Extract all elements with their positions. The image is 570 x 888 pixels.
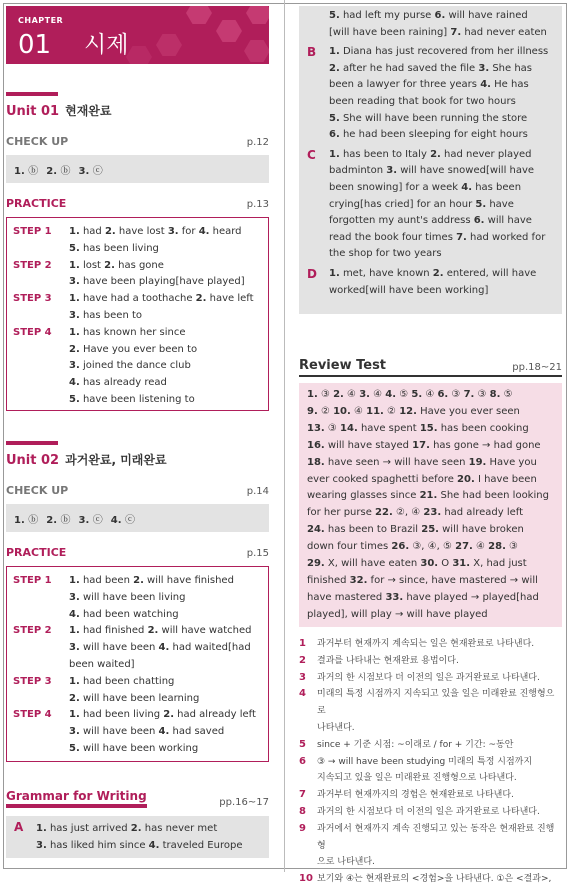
answer-line: been snowing] for a week 4. has been bbox=[329, 181, 522, 193]
practice-header: PRACTICE p.15 bbox=[6, 546, 269, 559]
unit-02-section bbox=[6, 441, 269, 762]
answer-line: 5. have been listening to bbox=[69, 393, 195, 405]
practice-step bbox=[13, 258, 262, 292]
step-label: STEP 2 bbox=[13, 625, 52, 637]
answer-line: 3. joined the dance club bbox=[69, 360, 191, 372]
explanation-item: 4 미래의 특정 시점까지 지속되고 있을 일은 미래완료 진행형으로 나타낸다. bbox=[299, 688, 555, 733]
check-answer: 3. ⓒ bbox=[78, 165, 103, 177]
unit-bar bbox=[6, 441, 58, 445]
answer-group bbox=[307, 266, 554, 299]
practice-step bbox=[13, 573, 262, 623]
answer-line: 1. lost 2. has gone bbox=[69, 259, 164, 271]
chapter-number: 01 bbox=[18, 30, 52, 60]
answer-line: 1. have had a toothache 2. have left bbox=[69, 293, 254, 305]
answer-line: 1. had been 2. will have finished bbox=[69, 575, 234, 586]
answer-line: 13. ③ 14. have spent 15. has been cooking bbox=[307, 422, 529, 434]
explanations-list bbox=[299, 636, 562, 888]
answer-line: for her purse 22. ②, ④ 23. had already left bbox=[307, 507, 524, 519]
check-answer: 2. ⓑ bbox=[46, 165, 71, 177]
answer-line: 3. will have been living bbox=[69, 591, 186, 603]
answer-line: 6. he had been sleeping for eight hours bbox=[329, 129, 528, 141]
answer-line: 3. have been playing[have played] bbox=[69, 276, 245, 288]
answer-line: 9. ② 10. ④ 11. ② 12. Have you ever seen bbox=[307, 405, 520, 417]
unit-01-section bbox=[6, 92, 269, 411]
step-label: STEP 3 bbox=[13, 675, 52, 687]
answer-line: [will have been raining] 7. had never eaten bbox=[329, 26, 547, 38]
answer-line: been a lawyer for three years 4. He has bbox=[329, 79, 529, 91]
answer-line: forgotten my aunt's address 6. will have bbox=[329, 215, 532, 227]
answer-line: 24. has been to Brazil 25. will have broken bbox=[307, 524, 524, 536]
answer-line: 4. has already read bbox=[69, 377, 167, 389]
chapter-banner bbox=[6, 6, 269, 64]
answer-line: down four times 26. ③, ④, ⑤ 27. ④ 28. ③ bbox=[307, 541, 519, 553]
column-divider bbox=[284, 0, 285, 872]
chapter-label: CHAPTER bbox=[18, 16, 64, 25]
unit-title: Unit 02 과거완료, 미래완료 bbox=[6, 453, 167, 468]
answer-line: 1. met, have known 2. entered, will have bbox=[329, 267, 537, 279]
answer-line: 2. will have been learning bbox=[69, 692, 200, 704]
check-up-header: CHECK UP p.12 bbox=[6, 135, 269, 148]
review-test-answers bbox=[299, 383, 562, 627]
answer-line: 3. will have been 4. had waited[had bbox=[69, 642, 251, 654]
answer-group bbox=[307, 44, 554, 144]
answer-line: 1. ③ 2. ④ 3. ④ 4. ⑤ 5. ④ 6. ③ 7. ③ 8. ⑤ bbox=[307, 389, 513, 400]
answer-line: 2. Have you ever been to bbox=[69, 343, 198, 355]
unit-bar bbox=[6, 92, 58, 96]
answer-line: 4. had been watching bbox=[69, 608, 179, 620]
answer-line: 5. has been living bbox=[69, 242, 159, 254]
answer-line: wearing glasses since 21. She had been looking bbox=[307, 490, 549, 502]
check-up-header: CHECK UP p.14 bbox=[6, 484, 269, 497]
check-answer: 3. ⓒ bbox=[78, 514, 103, 526]
check-up-answers bbox=[6, 504, 269, 532]
answer-letter: C bbox=[307, 147, 316, 162]
answer-line: finished 32. for → since, have mastered → will bbox=[307, 574, 538, 586]
check-up-answers bbox=[6, 155, 269, 183]
explanation-item: 6 ③ → will have been studying 미래의 특정 시점까지 지속되고 있을 일은 미래완료 진행형으로 나타낸다. bbox=[299, 755, 533, 784]
gfw-header: Grammar for Writing pp.16~17 bbox=[6, 789, 269, 808]
practice-step bbox=[13, 291, 262, 325]
answer-line: been waited] bbox=[69, 658, 135, 670]
answer-group bbox=[307, 8, 554, 41]
explanation-item: 7 과거부터 현재까지의 경험은 현재완료로 나타낸다. bbox=[299, 789, 514, 801]
answer-line: 1. had finished 2. will have watched bbox=[69, 625, 252, 637]
explanation-item: 9 과거에서 현재까지 계속 진행되고 있는 동작은 현재완료 진행형 으로 나타낸다. bbox=[299, 822, 555, 868]
answer-line: 18. have seen → will have seen 19. Have you bbox=[307, 456, 537, 468]
answer-line: 5. She will have been running the store bbox=[329, 112, 528, 124]
answer-letter bbox=[307, 8, 329, 41]
answer-line: 3. will have been 4. had saved bbox=[69, 726, 225, 738]
answer-line: ever cooked spaghetti before 20. I have been bbox=[307, 473, 537, 485]
check-answer: 1. ⓑ bbox=[14, 165, 39, 177]
answer-line: have mastered 33. have played → played[had bbox=[307, 591, 539, 603]
answer-line: 16. will have stayed 17. has gone → had gone bbox=[307, 439, 541, 451]
practice-step bbox=[13, 224, 262, 258]
answer-line: 5. had left my purse 6. will have rained bbox=[329, 10, 528, 21]
answer-line: 1. has been to Italy 2. had never played bbox=[329, 148, 532, 160]
step-label: STEP 4 bbox=[13, 709, 52, 721]
step-label: STEP 1 bbox=[13, 226, 52, 237]
answer-line: 1. Diana has just recovered from her illness bbox=[329, 46, 549, 58]
step-label: STEP 1 bbox=[13, 575, 52, 586]
answer-line: 3. has been to bbox=[69, 309, 143, 321]
explanation-item: 2 결과를 나타내는 현재완료 용법이다. bbox=[299, 654, 459, 666]
explanation-item: 10 보기와 ④는 현재완료의 <경험>을 나타낸다. ①은 <결과>, bbox=[299, 873, 552, 885]
explanation-item: 5 since + 기준 시점: ~이래로 / for + 기간: ~동안 bbox=[299, 738, 514, 750]
answer-line: the shop for two years bbox=[329, 248, 442, 260]
gfw-answers-continued bbox=[299, 6, 562, 314]
gfw-answers: A 1. has just arrived 2. has never met 3. has liked him since 4. traveled Europe bbox=[6, 816, 269, 858]
answer-line: badminton 3. will have snowed[will have bbox=[329, 165, 535, 177]
chapter-title: 시제 bbox=[84, 32, 129, 58]
answer-line: 1. had been living 2. had already left bbox=[69, 709, 256, 721]
answer-line: 2. after he had saved the file 3. She has bbox=[329, 62, 533, 74]
review-test-section bbox=[299, 358, 562, 627]
answer-line: 1. had 2. have lost 3. for 4. heard bbox=[69, 226, 242, 237]
unit-title: Unit 01 현재완료 bbox=[6, 104, 112, 119]
answer-line: played], will play → will have played bbox=[307, 608, 488, 620]
left-column bbox=[6, 6, 269, 858]
check-answer: 2. ⓑ bbox=[46, 514, 71, 526]
practice-box bbox=[6, 217, 269, 411]
check-answer: 1. ⓑ bbox=[14, 514, 39, 526]
answer-line: 1. has known her since bbox=[69, 326, 186, 338]
answer-group bbox=[307, 147, 554, 263]
right-column bbox=[299, 6, 562, 888]
answer-line: been reading that book for two hours bbox=[329, 95, 516, 107]
grammar-for-writing-section bbox=[6, 788, 269, 858]
answer-line: 3. has liked him since 4. traveled Europe bbox=[36, 840, 243, 851]
practice-step bbox=[13, 623, 262, 673]
practice-box bbox=[6, 566, 269, 762]
explanation-item: 1 과거부터 현재까지 계속되는 일은 현재완료로 나타낸다. bbox=[299, 638, 535, 649]
practice-step bbox=[13, 674, 262, 708]
step-label: STEP 2 bbox=[13, 259, 52, 271]
explanation-item: 3 과거의 한 시점보다 더 이전의 일은 과거완료로 나타낸다. bbox=[299, 671, 540, 683]
answer-letter: B bbox=[307, 45, 317, 60]
answer-letter: D bbox=[307, 266, 317, 281]
answer-line: read the book four times 7. had worked for bbox=[329, 231, 546, 243]
answer-line: 1. has just arrived 2. has never met bbox=[36, 823, 218, 834]
answer-line: 5. will have been working bbox=[69, 742, 199, 754]
practice-step bbox=[13, 707, 262, 757]
review-test-header: Review Test pp.18~21 bbox=[299, 358, 562, 377]
answer-line: crying[has cried] for an hour 5. have bbox=[329, 198, 514, 210]
step-label: STEP 4 bbox=[13, 326, 52, 338]
practice-header: PRACTICE p.13 bbox=[6, 197, 269, 210]
step-label: STEP 3 bbox=[13, 293, 52, 305]
answer-line: 1. had been chatting bbox=[69, 675, 175, 687]
answer-line: 29. X, will have eaten 30. O 31. X, had just bbox=[307, 558, 527, 570]
check-answer: 4. ⓒ bbox=[110, 514, 135, 526]
answer-line: worked[will have been working] bbox=[329, 284, 489, 296]
explanation-item: 8 과거의 한 시점보다 더 이전의 일은 과거완료로 나타낸다. bbox=[299, 805, 540, 817]
practice-step bbox=[13, 325, 262, 409]
